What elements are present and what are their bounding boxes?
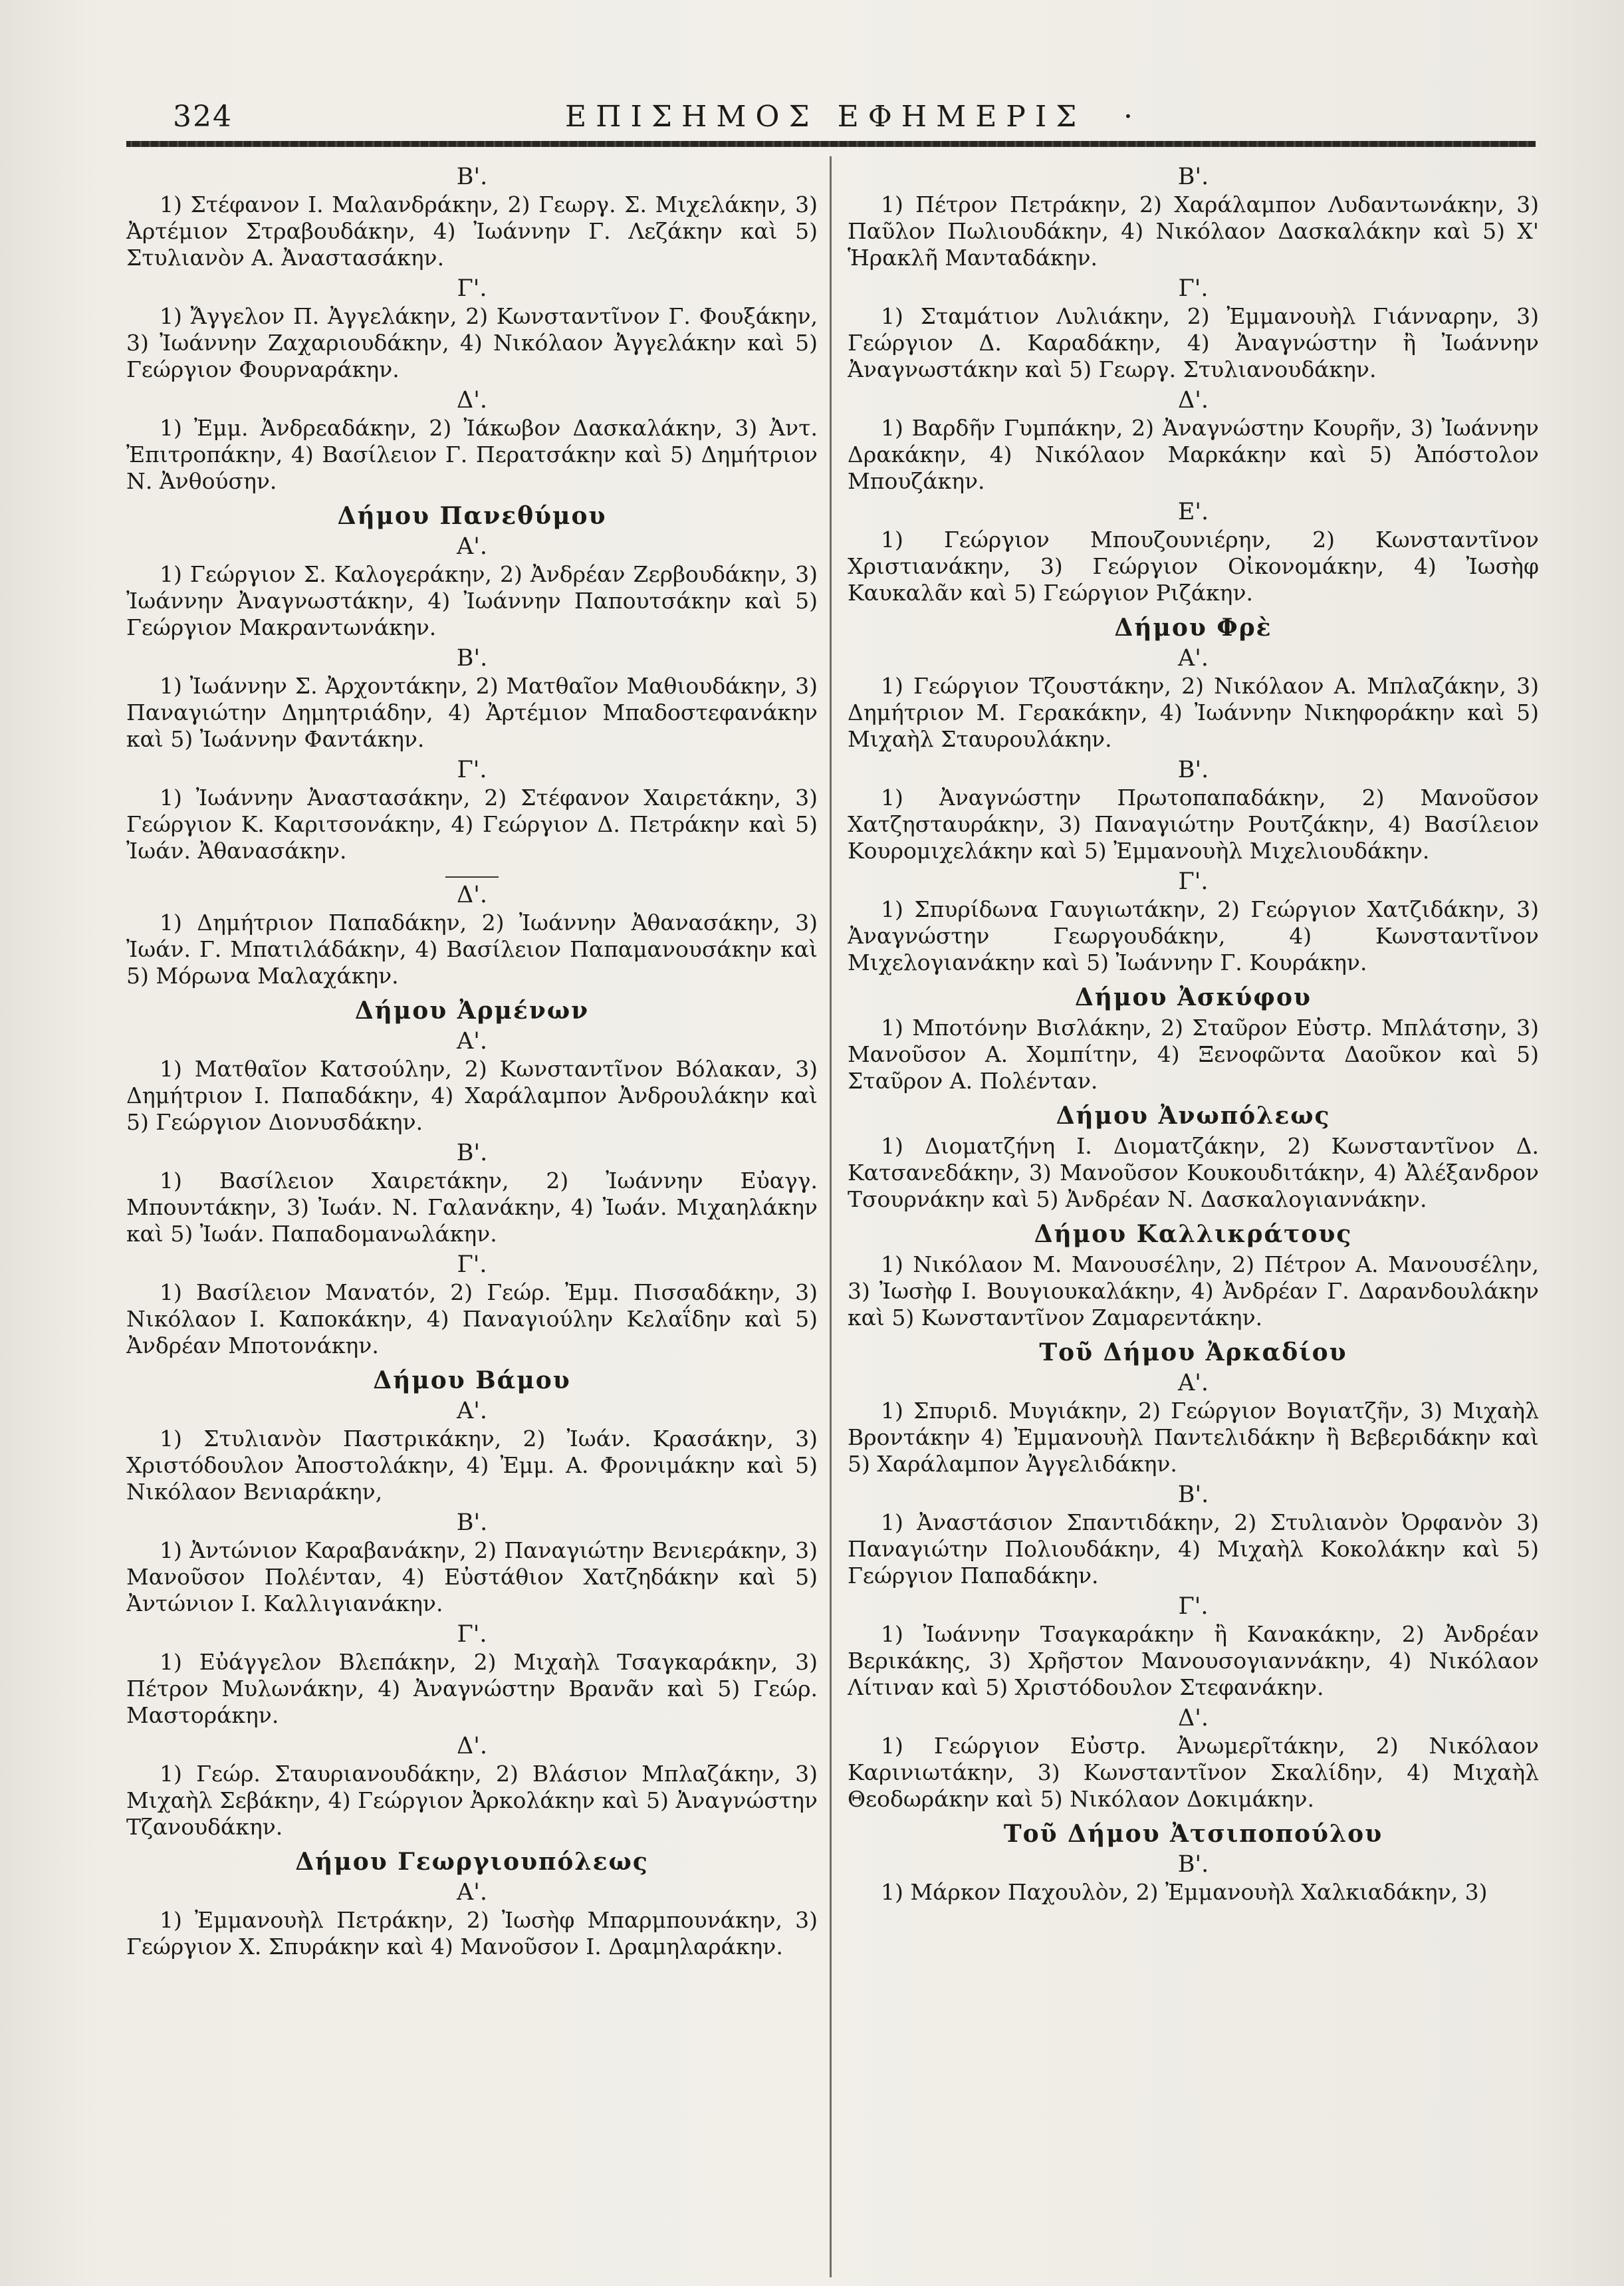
candidate-list: 1) Γεώργιον Τζουστάκην, 2) Νικόλαον Α. Μπλαζάκην, 3) Δημήτριον Μ. Γερακάκην, 4) Ἰωάννην Νικηφοράκην καὶ 5) Μιχαὴλ Σταυρουλάκην. (848, 673, 1539, 752)
header-rule (126, 141, 1536, 147)
candidate-list: 1) Νικόλαον Μ. Μανουσέλην, 2) Πέτρον Α. Μανουσέλην, 3) Ἰωσὴφ Ι. Βουγιουκαλάκην, 4) Ἀνδρέαν Γ. Δαρανδουλάκην καὶ 5) Κωνσταντῖνον Ζαμαρεντάκην. (848, 1251, 1539, 1331)
district-letter: Β'. (1177, 757, 1209, 783)
candidate-list: 1) Στυλιανὸν Παστρικάκην, 2) Ἰωάν. Κρασάκην, 3) Χριστόδουλον Ἀποστολάκην, 4) Ἐμμ. Α. Φρονιμάκην καὶ 5) Νικόλαον Βενιαράκην, (126, 1426, 818, 1505)
candidate-list: 1) Μάρκον Παχουλὸν, 2) Ἐμμανουὴλ Χαλκιαδάκην, 3) (881, 1879, 1488, 1905)
district-letter: Α'. (456, 1879, 488, 1906)
candidate-list: 1) Ἀναγνώστην Πρωτοπαπαδάκην, 2) Μανοῦσον Χατζησταυράκην, 3) Παναγιώτην Ρουτζάκην, 4) Βασίλειον Κουρομιχελάκην καὶ 5) Ἐμμανουὴλ Μιχελιουδάκην. (848, 785, 1539, 864)
municipality-heading: Δήμου Ἀσκύφου (1075, 983, 1312, 1011)
district-letter: Β'. (456, 1140, 488, 1166)
district-letter: Δ'. (456, 387, 488, 414)
candidate-list: 1) Γεώργιον Μπουζουνιέρην, 2) Κωνσταντῖνον Χριστιανάκην, 3) Γεώργιον Οἰκονομάκην, 4) Ἰωσὴφ Καυκαλᾶν καὶ 5) Γεώργιον Ριζάκην. (848, 527, 1539, 606)
page-number: 324 (173, 100, 233, 134)
candidate-list: 1) Μποτόνην Βισλάκην, 2) Σταῦρον Εὐστρ. Μπλάτσην, 3) Μανοῦσον Α. Χομπίτην, 4) Ξενοφῶντα Δαοῦκον καὶ 5) Σταῦρον Α. Πολένταν. (848, 1015, 1539, 1094)
district-letter: Γ'. (1178, 275, 1209, 302)
district-letter: Γ'. (457, 1251, 487, 1278)
candidate-list: 1) Ἄγγελον Π. Ἀγγελάκην, 2) Κωνσταντῖνον Γ. Φουξάκην, 3) Ἰωάννην Ζαχαριουδάκην, 4) Νικόλαον Ἀγγελάκην καὶ 5) Γεώργιον Φουρναράκην. (126, 303, 818, 382)
page-header (166, 100, 1536, 137)
candidate-list: 1) Ἰωάννην Σ. Ἀρχοντάκην, 2) Ματθαῖον Μαθιουδάκην, 3) Παναγιώτην Δημητριάδην, 4) Ἀρτέμιον Μπαδοστεφανάκην καὶ 5) Ἰωάννην Φαντάκην. (126, 673, 818, 752)
candidate-list: 1) Διοματζήνη Ι. Διοματζάκην, 2) Κωνσταντῖνον Δ. Κατσανεδάκην, 3) Μανοῦσον Κουκουδιτάκην, 4) Ἀλέξανδρον Τσουρνάκην καὶ 5) Ἀνδρέαν Ν. Δασκαλογιαννάκην. (848, 1133, 1539, 1212)
municipality-heading: Δήμου Βάμου (373, 1366, 571, 1394)
candidate-list: 1) Ἐμμ. Ἀνδρεαδάκην, 2) Ἰάκωβον Δασκαλάκην, 3) Ἀντ. Ἐπιτροπάκην, 4) Βασίλειον Γ. Περατσάκην καὶ 5) Δημήτριον Ν. Ἀνθούσην. (126, 415, 818, 494)
candidate-list: 1) Σπυριδ. Μυγιάκην, 2) Γεώργιον Βογιατζῆν, 3) Μιχαὴλ Βροντάκην 4) Ἐμμανουὴλ Παντελιδάκην ἢ Βεβεριδάκην καὶ 5) Χαράλαμπον Ἀγγελιδάκην. (848, 1398, 1539, 1477)
district-letter: Γ'. (1178, 868, 1209, 895)
municipality-heading: Τοῦ Δήμου Ἀρκαδίου (1039, 1338, 1347, 1366)
municipality-heading: Δήμου Φρὲ (1114, 614, 1272, 642)
district-letter: Α'. (456, 533, 488, 560)
candidate-list: 1) Ἰωάννην Ἀναστασάκην, 2) Στέφανον Χαιρετάκην, 3) Γεώργιον Κ. Καριτσονάκην, 4) Γεώργιον Δ. Πετράκην καὶ 5) Ἰωάν. Ἀθανασάκην. (126, 785, 818, 864)
district-letter: Γ'. (457, 275, 487, 302)
district-letter: Δ'. (1177, 1705, 1209, 1731)
municipality-heading: Τοῦ Δήμου Ἀτσιποπούλου (1003, 1820, 1383, 1848)
left-column (126, 160, 818, 2274)
candidate-list: 1) Δημήτριον Παπαδάκην, 2) Ἰωάννην Ἀθανασάκην, 3) Ἰωάν. Γ. Μπατιλάδάκην, 4) Βασίλειον Παπαμανουσάκην καὶ 5) Μόρωνα Μαλαχάκην. (126, 910, 818, 989)
candidate-list: 1) Ἰωάννην Τσαγκαράκην ἢ Κανακάκην, 2) Ἀνδρέαν Βερικάκης, 3) Χρῆστον Μανουσογιαννάκην, 4) Νικόλαον Λίτιναν καὶ 5) Χριστόδουλον Στεφανάκην. (848, 1621, 1539, 1700)
district-letter: Α'. (456, 1398, 488, 1424)
candidate-list: 1) Εὐάγγελον Βλεπάκην, 2) Μιχαὴλ Τσαγκαράκην, 3) Πέτρον Μυλωνάκην, 4) Ἀναγνώστην Βρανᾶν καὶ 5) Γεώρ. Μαστοράκην. (126, 1649, 818, 1728)
municipality-heading: Δήμου Ἀρμένων (354, 997, 590, 1025)
district-letter: Β'. (1177, 164, 1209, 190)
district-letter: Δ'. (456, 1733, 488, 1759)
right-column (848, 160, 1539, 2274)
candidate-list: 1) Βασίλειον Μανατόν, 2) Γεώρ. Ἐμμ. Πισσαδάκην, 3) Νικόλαον Ι. Καποκάκην, 4) Παναγιούλην Κελαΐδην καὶ 5) Ἀνδρέαν Μποτονάκην. (126, 1279, 818, 1358)
district-letter: Α'. (456, 1028, 488, 1055)
district-letter: Β'. (1177, 1481, 1209, 1508)
candidate-list: 1) Στέφανον Ι. Μαλανδράκην, 2) Γεωργ. Σ. Μιχελάκην, 3) Ἀρτέμιον Στραβουδάκην, 4) Ἰωάννην Γ. Λεζάκην καὶ 5) Στυλιανὸν Α. Ἀναστασάκην. (126, 191, 818, 271)
district-letter: Α'. (1177, 645, 1209, 672)
district-letter: Δ'. (456, 882, 488, 908)
district-letter: Γ'. (457, 1621, 487, 1648)
district-letter: Β'. (456, 1509, 488, 1536)
municipality-heading: Δήμου Πανεθύμου (337, 502, 607, 530)
district-letter: Β'. (456, 164, 488, 190)
candidate-list: 1) Ἀντώνιον Καραβανάκην, 2) Παναγιώτην Βενιεράκην, 3) Μανοῦσον Πολένταν, 4) Εὐστάθιον Χατζηδάκην καὶ 5) Ἀντώνιον Ι. Καλλιγιανάκην. (126, 1537, 818, 1616)
district-letter: Β'. (456, 645, 488, 672)
journal-title: ΕΠΙΣΗΜΟΣ ΕΦΗΜΕΡΙΣ (565, 100, 1086, 134)
candidate-list: 1) Γεώργιον Σ. Καλογεράκην, 2) Ἀνδρέαν Ζερβουδάκην, 3) Ἰωάννην Ἀναγνωστάκην, 4) Ἰωάννην Παπουτσάκην καὶ 5) Γεώργιον Μακραντωνάκην. (126, 561, 818, 640)
candidate-list: 1) Ἐμμανουὴλ Πετράκην, 2) Ἰωσὴφ Μπαρμπουνάκην, 3) Γεώργιον Χ. Σπυράκην καὶ 4) Μανοῦσον Ι. Δραμηλαράκην. (126, 1907, 818, 1960)
candidate-list: 1) Σπυρίδωνα Γαυγιωτάκην, 2) Γεώργιον Χατζιδάκην, 3) Ἀναγνώστην Γεωργουδάκην, 4) Κωνσταντῖνον Μιχελογιανάκην καὶ 5) Ἰωάννην Γ. Κουράκην. (848, 896, 1539, 975)
candidate-list: 1) Ἀναστάσιον Σπαντιδάκην, 2) Στυλιανὸν Ὀρφανὸν 3) Παναγιώτην Πολιουδάκην, 4) Μιχαὴλ Κοκολάκην καὶ 5) Γεώργιον Παπαδάκην. (848, 1509, 1539, 1588)
candidate-list: 1) Ματθαῖον Κατσούλην, 2) Κωνσταντῖνον Βόλακαν, 3) Δημήτριον Ι. Παπαδάκην, 4) Χαράλαμπον Ἀνδρουλάκην καὶ 5) Γεώργιον Διονυσδάκην. (126, 1056, 818, 1135)
municipality-heading: Δήμου Ἀνωπόλεως (1056, 1102, 1331, 1130)
candidate-list: 1) Βασίλειον Χαιρετάκην, 2) Ἰωάννην Εὐαγγ. Μπουντάκην, 3) Ἰωάν. Ν. Γαλανάκην, 4) Ἰωάν. Μιχαηλάκην καὶ 5) Ἰωάν. Παπαδομανωλάκην. (126, 1168, 818, 1247)
district-letter: Α'. (1177, 1370, 1209, 1396)
section-separator (445, 876, 499, 878)
district-letter: Β'. (1177, 1851, 1209, 1878)
candidate-list: 1) Βαρδῆν Γυμπάκην, 2) Ἀναγνώστην Κουρῆν, 3) Ἰωάννην Δρακάκην, 4) Νικόλαον Μαρκάκην καὶ 5) Ἀπόστολον Μπουζάκην. (848, 415, 1539, 494)
column-divider (830, 156, 832, 2277)
candidate-list: 1) Γεώργιον Εὐστρ. Ἀνωμερῖτάκην, 2) Νικόλαον Καρινιωτάκην, 3) Κωνσταντῖνον Σκαλίδην, 4) Μιχαὴλ Θεοδωράκην καὶ 5) Νικόλαον Δοκιμάκην. (848, 1733, 1539, 1812)
header-dot: · (1123, 100, 1133, 134)
district-letter: Γ'. (457, 757, 487, 783)
municipality-heading: Δήμου Γεωργιουπόλεως (295, 1848, 649, 1876)
district-letter: Γ'. (1178, 1593, 1209, 1620)
district-letter: Ε'. (1177, 499, 1209, 525)
candidate-list: 1) Πέτρον Πετράκην, 2) Χαράλαμπον Λυδαντωνάκην, 3) Παῦλον Πωλιουδάκην, 4) Νικόλαον Δασκαλάκην καὶ 5) Χ' Ἡρακλῆ Μανταδάκην. (848, 191, 1539, 271)
district-letter: Δ'. (1177, 387, 1209, 414)
municipality-heading: Δήμου Καλλικράτους (1034, 1220, 1353, 1248)
candidate-list: 1) Γεώρ. Σταυριανουδάκην, 2) Βλάσιον Μπλαζάκην, 3) Μιχαὴλ Σεβάκην, 4) Γεώργιον Ἀρκολάκην καὶ 5) Ἀναγνώστην Τζανουδάκην. (126, 1761, 818, 1840)
candidate-list: 1) Σταμάτιον Λυλιάκην, 2) Ἐμμανουὴλ Γιάνναρην, 3) Γεώργιον Δ. Καραδάκην, 4) Ἀναγνώστην ἢ Ἰωάννην Ἀναγνωστάκην καὶ 5) Γεωργ. Στυλιανουδάκην. (848, 303, 1539, 382)
